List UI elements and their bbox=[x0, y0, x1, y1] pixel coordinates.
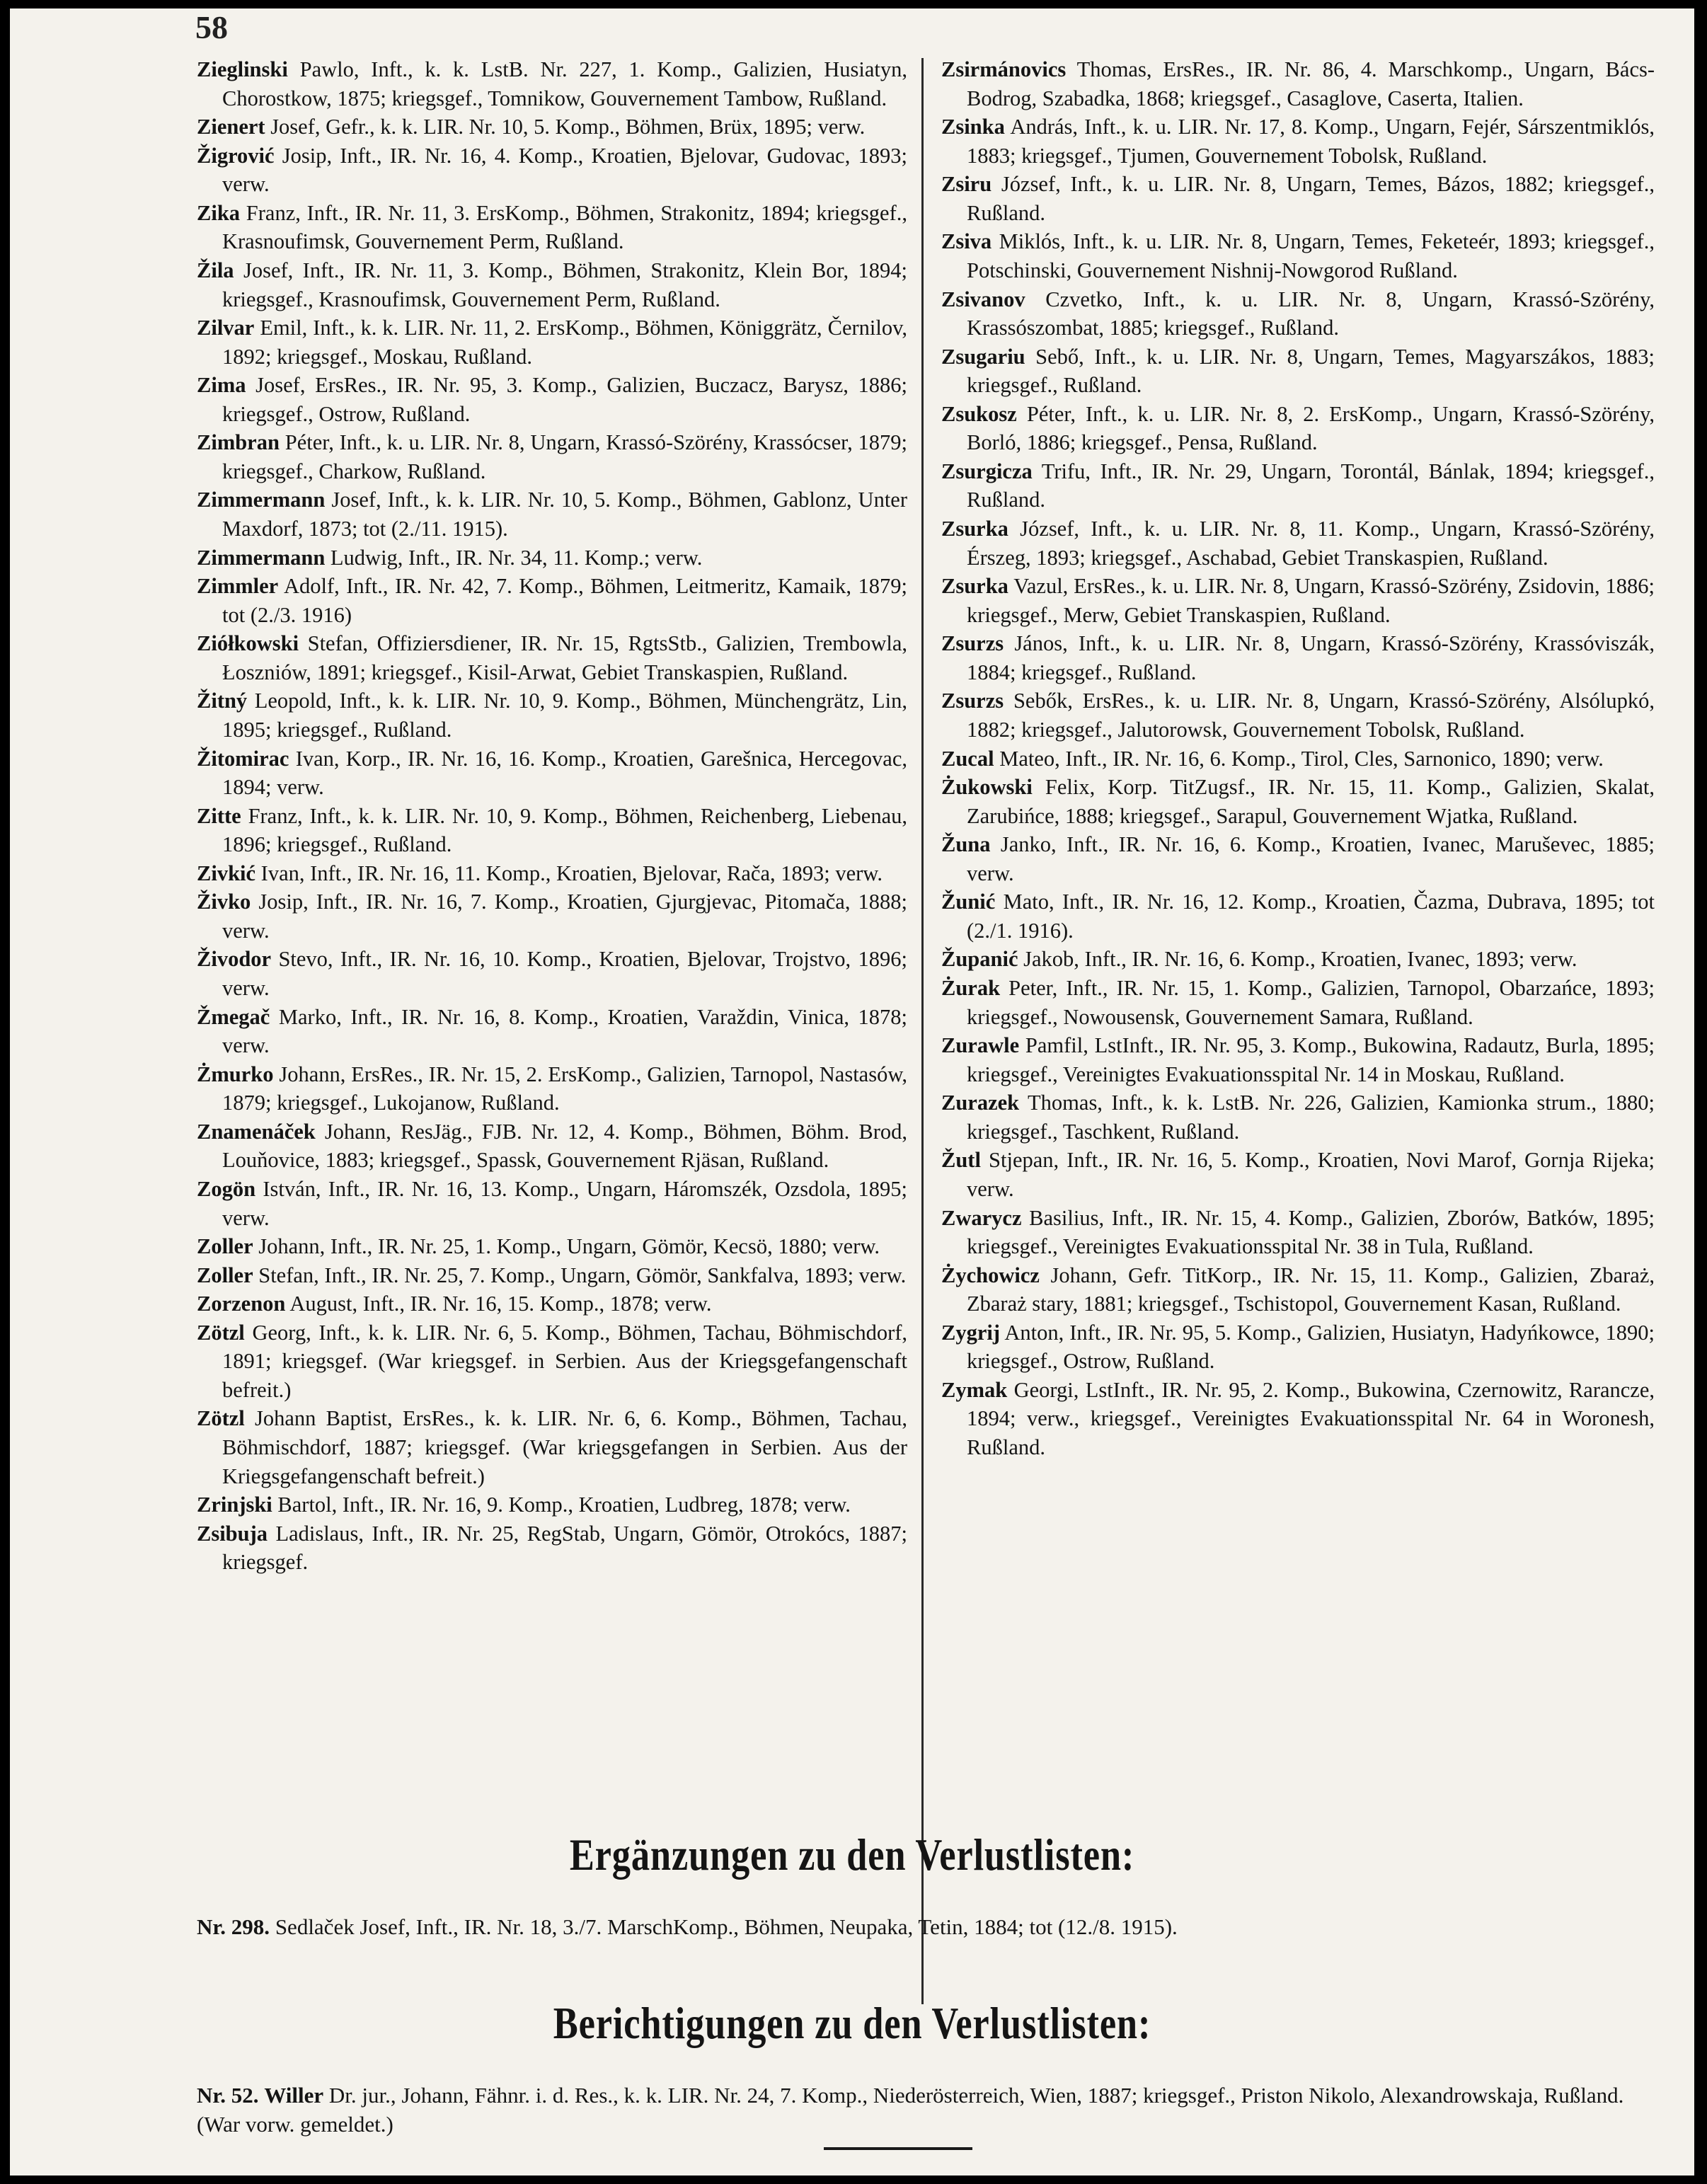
entry-surname: Zimmermann bbox=[197, 545, 326, 570]
entry-surname: Zima bbox=[197, 373, 246, 398]
casualty-entry bbox=[941, 629, 1655, 686]
entry-surname: Zoller bbox=[197, 1263, 253, 1287]
casualty-entry bbox=[941, 285, 1655, 343]
entry-details: Janko, Inft., IR. Nr. 16, 6. Komp., Kroatien, Ivanec, Maruševec, 1885; verw. bbox=[967, 832, 1655, 885]
correction-entry bbox=[197, 2081, 1655, 2139]
column-divider bbox=[921, 58, 924, 2004]
entry-surname: Žitomirac bbox=[197, 746, 289, 771]
entry-details: Josef, Inft., k. k. LIR. Nr. 10, 5. Komp., Böhmen, Gablonz, Unter Maxdorf, 1873; tot (2./11. 1915). bbox=[222, 488, 908, 541]
entry-surname: Żychowicz bbox=[941, 1263, 1040, 1287]
entry-surname: Žigrović bbox=[197, 143, 275, 168]
entry-surname: Zsiru bbox=[941, 172, 992, 197]
correction-name: Willer bbox=[264, 2083, 324, 2108]
entry-surname: Zsinka bbox=[941, 115, 1005, 139]
entry-surname: Živodor bbox=[197, 947, 272, 972]
entry-surname: Zsurzs bbox=[941, 631, 1004, 656]
entry-details: Sebők, ErsRes., k. u. LIR. Nr. 8, Ungarn, Krassó-Szörény, Alsólupkó, 1882; kriegsgef., Jalutorowsk, Gouvernement Tobolsk, Rußland. bbox=[967, 689, 1655, 742]
entry-details: Stefan, Inft., IR. Nr. 25, 7. Komp., Ungarn, Gömör, Sankfalva, 1893; verw. bbox=[258, 1263, 907, 1287]
entry-details: Stefan, Offiziersdiener, IR. Nr. 15, RgtsStb., Galizien, Trembowla, Łoszniów, 1891; kriegsgef., Kisil-Arwat, Gebiet Transkaspien, Rußland. bbox=[222, 631, 908, 684]
entry-details: Johann, Inft., IR. Nr. 25, 1. Komp., Ungarn, Gömör, Kecsö, 1880; verw. bbox=[258, 1234, 880, 1259]
entry-details: Ivan, Inft., IR. Nr. 16, 11. Komp., Kroatien, Bjelovar, Rača, 1893; verw. bbox=[260, 861, 883, 885]
casualty-entry bbox=[941, 1031, 1655, 1088]
casualty-entry bbox=[197, 371, 907, 428]
casualty-entry bbox=[941, 1204, 1655, 1261]
entry-details: Bartol, Inft., IR. Nr. 16, 9. Komp., Kroatien, Ludbreg, 1878; verw. bbox=[277, 1493, 851, 1517]
casualty-entry bbox=[941, 686, 1655, 744]
entry-details: Péter, Inft., k. u. LIR. Nr. 8, Ungarn, Krassó-Szörény, Krassócser, 1879; kriegsgef., Charkow, Rußland. bbox=[222, 430, 908, 483]
casualty-entry bbox=[941, 343, 1655, 400]
casualty-entry bbox=[197, 1232, 907, 1261]
entry-surname: Zika bbox=[197, 200, 241, 225]
casualty-entry bbox=[197, 55, 907, 113]
casualty-entry bbox=[197, 1490, 907, 1519]
page-number: 58 bbox=[195, 9, 228, 45]
entry-surname: Zimmler bbox=[197, 574, 279, 599]
left-column bbox=[197, 55, 907, 1577]
entry-details: Mato, Inft., IR. Nr. 16, 12. Komp., Kroatien, Čazma, Dubrava, 1895; tot (2./1. 1916). bbox=[967, 890, 1655, 943]
casualty-entry bbox=[941, 400, 1655, 457]
casualty-entry bbox=[197, 1117, 907, 1175]
casualty-entry bbox=[197, 142, 907, 199]
entry-details: István, Inft., IR. Nr. 16, 13. Komp., Ungarn, Háromszék, Ozsdola, 1895; verw. bbox=[222, 1176, 908, 1230]
casualty-entry bbox=[197, 1060, 907, 1117]
entry-surname: Zötzl bbox=[197, 1406, 245, 1431]
casualty-entry bbox=[941, 773, 1655, 830]
entry-surname: Zrinjski bbox=[197, 1493, 272, 1517]
entry-surname: Zsiva bbox=[941, 229, 992, 254]
entry-surname: Żmurko bbox=[197, 1062, 274, 1086]
entry-details: Stjepan, Inft., IR. Nr. 16, 5. Komp., Kroatien, Novi Marof, Gornja Rijeka; verw. bbox=[967, 1148, 1655, 1201]
entry-surname: Zwarycz bbox=[941, 1205, 1022, 1230]
entry-details: Miklós, Inft., k. u. LIR. Nr. 8, Ungarn, Temes, Feketeér, 1893; kriegsgef., Potschinski, Gouvernement Nishnij-Nowgorod Rußland. bbox=[967, 229, 1655, 282]
entry-details: József, Inft., k. u. LIR. Nr. 8, Ungarn, Temes, Bázos, 1882; kriegsgef., Rußland. bbox=[967, 172, 1655, 225]
entry-surname: Žunić bbox=[941, 890, 996, 914]
entry-details: Thomas, Inft., k. k. LstB. Nr. 226, Galizien, Kamionka strum., 1880; kriegsgef., Taschkent, Rußland. bbox=[967, 1091, 1655, 1144]
entry-surname: Zygrij bbox=[941, 1320, 1001, 1345]
entry-surname: Zucal bbox=[941, 746, 994, 771]
entry-surname: Zsibuja bbox=[197, 1521, 268, 1546]
entry-surname: Žmegač bbox=[197, 1004, 270, 1029]
correction-text: Dr. jur., Johann, Fähnr. i. d. Res., k. k. LIR. Nr. 24, 7. Komp., Niederösterreich, Wien, 1887; kriegsgef., Priston Nikolo, Alexandrowskaja, Rußland. (War vorw. gemeldet.) bbox=[197, 2083, 1624, 2137]
casualty-entry bbox=[197, 686, 907, 744]
casualty-entry bbox=[197, 859, 907, 888]
entry-surname: Žila bbox=[197, 258, 234, 282]
casualty-entry bbox=[197, 485, 907, 543]
entry-details: Josip, Inft., IR. Nr. 16, 4. Komp., Kroatien, Bjelovar, Gudovac, 1893; verw. bbox=[222, 143, 908, 197]
entry-surname: Zurawle bbox=[941, 1033, 1020, 1058]
entry-details: Trifu, Inft., IR. Nr. 29, Ungarn, Torontál, Bánlak, 1894; kriegsgef., Rußland. bbox=[967, 459, 1655, 512]
entry-details: Johann, Gefr. TitKorp., IR. Nr. 15, 11. Komp., Galizien, Zbaraż, Zbaraż stary, 1881; kriegsgef., Tschistopol, Gouvernement Kasan, Rußland. bbox=[967, 1263, 1655, 1316]
casualty-entry bbox=[197, 1519, 907, 1577]
entry-surname: Zitte bbox=[197, 803, 241, 828]
entry-details: Leopold, Inft., k. k. LIR. Nr. 10, 9. Komp., Böhmen, Münchengrätz, Lin, 1895; kriegsgef., Rußland. bbox=[222, 689, 908, 742]
casualty-entry bbox=[197, 428, 907, 485]
casualty-entry bbox=[197, 1261, 907, 1290]
entry-details: András, Inft., k. u. LIR. Nr. 17, 8. Komp., Ungarn, Fejér, Sárszentmiklós, 1883; kriegsgef., Tjumen, Gouvernement Tobolsk, Rußland. bbox=[967, 115, 1655, 168]
casualty-entry bbox=[941, 227, 1655, 285]
entry-details: Johann, ResJäg., FJB. Nr. 12, 4. Komp., Böhmen, Böhm. Brod, Louňovice, 1883; kriegsgef., Spassk, Gouvernement Rjäsan, Rußland. bbox=[222, 1119, 907, 1173]
entry-surname: Znamenáček bbox=[197, 1119, 316, 1144]
entry-details: Georg, Inft., k. k. LIR. Nr. 6, 5. Komp., Böhmen, Tachau, Böhmischdorf, 1891; kriegsgef. (War kriegsgef. in Serbien. Aus der Kriegsgefangenschaft befreit.) bbox=[222, 1320, 908, 1402]
entry-details: Franz, Inft., IR. Nr. 11, 3. ErsKomp., Böhmen, Strakonitz, 1894; kriegsgef., Krasnoufimsk, Gouvernement Perm, Rußland. bbox=[222, 200, 908, 254]
entry-surname: Zivkić bbox=[197, 861, 256, 885]
casualty-entry bbox=[197, 745, 907, 802]
entry-surname: Žutl bbox=[941, 1148, 981, 1173]
casualty-entry bbox=[941, 1376, 1655, 1462]
casualty-entry bbox=[941, 974, 1655, 1031]
entry-surname: Zienert bbox=[197, 115, 265, 139]
casualty-entry bbox=[197, 945, 907, 1002]
right-column bbox=[941, 55, 1655, 1462]
entry-details: Josef, Inft., IR. Nr. 11, 3. Komp., Böhmen, Strakonitz, Klein Bor, 1894; kriegsgef., Krasnoufimsk, Gouvernement Perm, Rußland. bbox=[222, 258, 907, 311]
casualty-entry bbox=[941, 1088, 1655, 1146]
entry-surname: Zsurgicza bbox=[941, 459, 1033, 483]
entry-surname: Žitný bbox=[197, 689, 248, 713]
entry-details: Adolf, Inft., IR. Nr. 42, 7. Komp., Böhmen, Leitmeritz, Kamaik, 1879; tot (2./3. 1916) bbox=[222, 574, 907, 627]
entry-surname: Zogön bbox=[197, 1176, 256, 1201]
entry-details: Czvetko, Inft., k. u. LIR. Nr. 8, Ungarn, Krassó-Szörény, Krassószombat, 1885; kriegsgef., Rußland. bbox=[967, 287, 1655, 340]
entry-surname: Zsugariu bbox=[941, 344, 1025, 369]
entry-details: Péter, Inft., k. u. LIR. Nr. 8, 2. ErsKomp., Ungarn, Krassó-Szörény, Borló, 1886; kriegsgef., Pensa, Rußland. bbox=[967, 401, 1655, 455]
supplement-lead: Nr. 298. bbox=[197, 1914, 270, 1939]
entry-surname: Žuna bbox=[941, 832, 991, 857]
entry-surname: Żurak bbox=[941, 976, 1001, 1000]
entry-details: Ladislaus, Inft., IR. Nr. 25, RegStab, Ungarn, Gömör, Otrokócs, 1887; kriegsgef. bbox=[222, 1521, 908, 1575]
casualty-entry bbox=[941, 113, 1655, 170]
entry-surname: Zsirmánovics bbox=[941, 57, 1067, 81]
section-rule bbox=[824, 2147, 972, 2150]
casualty-entry bbox=[197, 314, 907, 371]
casualty-entry bbox=[197, 887, 907, 945]
casualty-entry bbox=[941, 572, 1655, 629]
entry-details: August, Inft., IR. Nr. 16, 15. Komp., 1878; verw. bbox=[289, 1292, 712, 1316]
supplements-heading: Ergänzungen zu den Verlustlisten: bbox=[569, 1829, 1135, 1880]
casualty-entry bbox=[941, 887, 1655, 945]
entry-surname: Zimbran bbox=[197, 430, 280, 455]
casualty-entry bbox=[941, 745, 1655, 774]
casualty-entry bbox=[197, 1404, 907, 1490]
casualty-entry bbox=[197, 1289, 907, 1318]
entry-details: Peter, Inft., IR. Nr. 15, 1. Komp., Galizien, Tarnopol, Obarzańce, 1893; kriegsgef., Nowousensk, Gouvernement Samara, Rußland. bbox=[967, 976, 1655, 1029]
entry-details: Josef, Gefr., k. k. LIR. Nr. 10, 5. Komp., Böhmen, Brüx, 1895; verw. bbox=[270, 115, 866, 139]
entry-details: József, Inft., k. u. LIR. Nr. 8, 11. Komp., Ungarn, Krassó-Szörény, Érszeg, 1893; kriegsgef., Aschabad, Gebiet Transkaspien, Rußland. bbox=[967, 517, 1655, 570]
casualty-entry bbox=[197, 572, 907, 629]
entry-surname: Zsukosz bbox=[941, 401, 1017, 426]
entry-details: Josip, Inft., IR. Nr. 16, 7. Komp., Kroatien, Gjurgjevac, Pitomača, 1888; verw. bbox=[222, 890, 907, 943]
entry-details: Johann Baptist, ErsRes., k. k. LIR. Nr. 6, 6. Komp., Böhmen, Tachau, Böhmischdorf, 1887; kriegsgef. (War kriegsgefangen in Serbien. Aus der Kriegsgefangenschaft befreit.) bbox=[222, 1406, 907, 1488]
entry-details: Jakob, Inft., IR. Nr. 16, 6. Komp., Kroatien, Ivanec, 1893; verw. bbox=[1023, 947, 1577, 972]
entry-details: Emil, Inft., k. k. LIR. Nr. 11, 2. ErsKomp., Böhmen, Königgrätz, Černilov, 1892; kriegsgef., Moskau, Rußland. bbox=[222, 316, 907, 369]
casualty-entry bbox=[197, 256, 907, 314]
entry-surname: Zurazek bbox=[941, 1091, 1020, 1115]
casualty-entry bbox=[197, 544, 907, 573]
entry-surname: Zsurka bbox=[941, 517, 1008, 541]
entry-surname: Ziółkowski bbox=[197, 631, 299, 656]
entry-surname: Zoller bbox=[197, 1234, 253, 1259]
casualty-entry bbox=[941, 830, 1655, 887]
casualty-entry bbox=[941, 1318, 1655, 1376]
entry-details: Basilius, Inft., IR. Nr. 15, 4. Komp., Galizien, Zborów, Batków, 1895; kriegsgef., Vereinigtes Evakuationsspital Nr. 38 in Tula, Rußland. bbox=[967, 1205, 1655, 1259]
entry-details: Thomas, ErsRes., IR. Nr. 86, 4. Marschkomp., Ungarn, Bács-Bodrog, Szabadka, 1868; kriegsgef., Casaglove, Caserta, Italien. bbox=[967, 57, 1655, 110]
entry-details: Sebő, Inft., k. u. LIR. Nr. 8, Ungarn, Temes, Magyarszákos, 1883; kriegsgef., Rußland. bbox=[967, 344, 1655, 398]
entry-surname: Živko bbox=[197, 890, 251, 914]
entry-surname: Zötzl bbox=[197, 1320, 245, 1345]
document-page bbox=[10, 8, 1694, 2176]
casualty-entry bbox=[941, 1261, 1655, 1318]
entry-surname: Zorzenon bbox=[197, 1292, 286, 1316]
casualty-entry bbox=[941, 55, 1655, 113]
entry-surname: Zsurzs bbox=[941, 689, 1004, 713]
casualty-entry bbox=[197, 1175, 907, 1232]
entry-details: Anton, Inft., IR. Nr. 95, 5. Komp., Galizien, Husiatyn, Hadyńkowce, 1890; kriegsgef., Ostrow, Rußland. bbox=[967, 1320, 1655, 1374]
entry-details: Ivan, Korp., IR. Nr. 16, 16. Komp., Kroatien, Garešnica, Hercegovac, 1894; verw. bbox=[222, 746, 908, 800]
entry-details: Ludwig, Inft., IR. Nr. 34, 11. Komp.; verw. bbox=[330, 545, 703, 570]
entry-details: Georgi, LstInft., IR. Nr. 95, 2. Komp., Bukowina, Czernowitz, Rarancze, 1894; verw., kriegsgef., Vereinigtes Evakuationsspital Nr. 64 in Woronesh, Rußland. bbox=[967, 1377, 1655, 1459]
entry-surname: Zymak bbox=[941, 1377, 1008, 1402]
corrections-heading: Berichtigungen zu den Verlustlisten: bbox=[553, 1998, 1151, 2048]
entry-surname: Zsurka bbox=[941, 574, 1008, 599]
casualty-entry bbox=[941, 457, 1655, 515]
casualty-entry bbox=[941, 1146, 1655, 1203]
entry-details: Johann, ErsRes., IR. Nr. 15, 2. ErsKomp., Galizien, Tarnopol, Nastasów, 1879; kriegsgef., Lukojanow, Rußland. bbox=[222, 1062, 907, 1115]
entry-surname: Zilvar bbox=[197, 316, 255, 340]
entry-surname: Zimmermann bbox=[197, 488, 326, 512]
supplement-text: Sedlaček Josef, Inft., IR. Nr. 18, 3./7. MarschKomp., Böhmen, Neupaka, Tetin, 1884; tot (12./8. 1915). bbox=[275, 1914, 1178, 1939]
entry-surname: Zsivanov bbox=[941, 287, 1025, 311]
casualty-entry bbox=[197, 1318, 907, 1405]
correction-lead: Nr. 52. bbox=[197, 2083, 259, 2108]
entry-surname: Zieglinski bbox=[197, 57, 288, 81]
entry-details: János, Inft., k. u. LIR. Nr. 8, Ungarn, Krassó-Szörény, Krassóviszák, 1884; kriegsgef., Rußland. bbox=[967, 631, 1655, 684]
entry-details: Marko, Inft., IR. Nr. 16, 8. Komp., Kroatien, Varaždin, Vinica, 1878; verw. bbox=[222, 1004, 907, 1058]
casualty-entry bbox=[941, 945, 1655, 974]
casualty-entry bbox=[197, 113, 907, 142]
entry-details: Felix, Korp. TitZugsf., IR. Nr. 15, 11. Komp., Galizien, Skalat, Zarubińce, 1888; kriegsgef., Sarapul, Gouvernement Wjatka, Rußland. bbox=[967, 775, 1655, 828]
entry-details: Pamfil, LstInft., IR. Nr. 95, 3. Komp., Bukowina, Radautz, Burla, 1895; kriegsgef., Vereinigtes Evakuationsspital Nr. 14 in Moskau, Rußland. bbox=[967, 1033, 1655, 1086]
entry-details: Pawlo, Inft., k. k. LstB. Nr. 227, 1. Komp., Galizien, Husiatyn, Chorostkow, 1875; kriegsgef., Tomnikow, Gouvernement Tambow, Rußland. bbox=[222, 57, 907, 110]
entry-details: Stevo, Inft., IR. Nr. 16, 10. Komp., Kroatien, Bjelovar, Trojstvo, 1896; verw. bbox=[222, 947, 907, 1000]
entry-surname: Županić bbox=[941, 947, 1018, 972]
entry-surname: Żukowski bbox=[941, 775, 1033, 800]
casualty-entry bbox=[197, 802, 907, 859]
entry-details: Vazul, ErsRes., k. u. LIR. Nr. 8, Ungarn, Krassó-Szörény, Zsidovin, 1886; kriegsgef., Merw, Gebiet Transkaspien, Rußland. bbox=[967, 574, 1655, 627]
supplement-entry bbox=[197, 1912, 1655, 1941]
casualty-entry bbox=[941, 170, 1655, 227]
entry-details: Mateo, Inft., IR. Nr. 16, 6. Komp., Tirol, Cles, Sarnonico, 1890; verw. bbox=[999, 746, 1604, 771]
casualty-entry bbox=[941, 515, 1655, 572]
entry-details: Josef, ErsRes., IR. Nr. 95, 3. Komp., Galizien, Buczacz, Barysz, 1886; kriegsgef., Ostrow, Rußland. bbox=[222, 373, 907, 426]
entry-details: Franz, Inft., k. k. LIR. Nr. 10, 9. Komp., Böhmen, Reichenberg, Liebenau, 1896; kriegsgef., Rußland. bbox=[222, 803, 908, 857]
casualty-entry bbox=[197, 199, 907, 256]
casualty-entry bbox=[197, 629, 907, 686]
casualty-entry bbox=[197, 1003, 907, 1060]
